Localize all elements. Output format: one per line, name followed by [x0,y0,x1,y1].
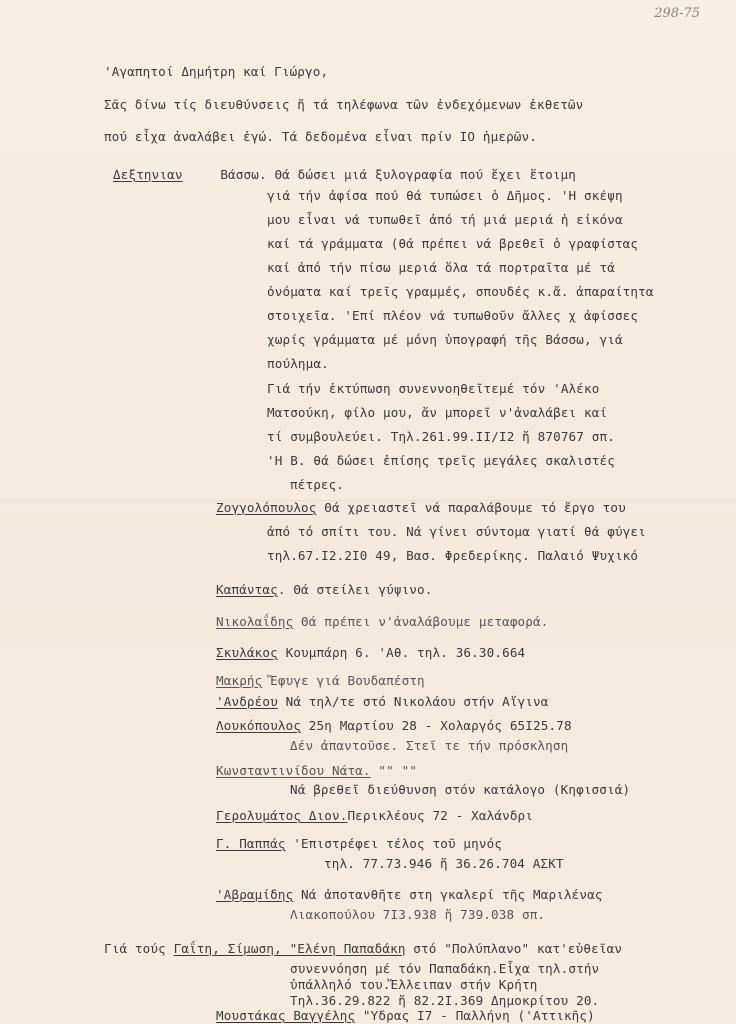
entry-text: "" "" [370,763,418,778]
entry-text: Θά χρειαστεῖ νά παραλάβουμε τό ἔργο του [316,500,626,515]
entry-name: 'Ανδρέου [216,694,278,709]
entry-text: Νά τηλ/τε στό Νικολάου στήν Αἴγινα [277,694,549,709]
entry-text: Περικλέους 72 - Χαλάνδρι [347,808,534,823]
entry-name: 'Αβραμίδης [216,887,294,902]
dexthnian-line: μου εἶναι νά τυπωθεῖ ἀπό τή μιά μεριά ἡ εἰκόνα [267,212,623,227]
dexthnian-line: χωρίς γράμματα μέ μόνη ὑπογραφή τῆς Βάσσω, γιά [267,332,623,347]
entry-kapantais [216,582,433,597]
konstantinidou-note: Νά βρεθεῖ διεύθυνση στόν κατάλογο (Κηφισσιά) [290,782,631,797]
pappas-note: τηλ. 77.73.946 ἤ 36.26.704 ΑΣΚΤ [324,856,564,871]
entry-moustakas [216,1008,595,1023]
entry-dexthnian [113,167,576,182]
entry-names: Γαΐτη, Σίμωση, "Ελένη Παπαδάκη [173,941,406,956]
entry-nikolaidis [216,614,549,629]
dexthnian-line: καί ἀπό τήν πίσω μεριά ὅλα τά πορτραῖτα μέ τά [267,260,615,275]
dexthnian-line: γιά τήν ἀφίσα πού θά τυπώσει ὁ Δῆμος. 'Η σκέψη [267,188,623,203]
entry-name: Γ. Παππάς [216,836,286,851]
entry-pappas [216,836,502,851]
dexthnian-line: Ματσούκη, φίλο μου, ἄν μπορεῖ ν'ἀναλάβει καί [267,405,608,420]
entry-name: Μουστάκας Βαγγέλης [216,1008,356,1023]
dexthnian-line: καί τά γράμματα (θά πρέπει νά βρεθεῖ ὁ γραφίστας [267,236,639,251]
dexthnian-line: 'Η Β. θά δώσει ἐπίσης τρεῖς μεγάλες σκαλιστές [267,453,615,468]
zoggolopoulos-line: ἀπό τό σπίτι του. Νά γίνει σύντομα γιατί θά φύγει [267,524,646,539]
entry-zoggolopoulos [216,500,626,515]
zoggolopoulos-line: τηλ.67.Ι2.2Ι0 49, Βασ. Φρεδερίκης. Παλαιό Ψυχικό [267,548,639,563]
entry-makris [216,673,425,688]
entry-text: Θά πρέπει ν'ἀναλάβουμε μεταφορά. [293,614,549,629]
entry-andreou [216,694,548,709]
entry-name: Νικολαΐδης [216,614,294,629]
entry-sklavos [216,645,525,660]
entry-lead: Γιά τούς [104,941,174,956]
entry-text: . Θά στείλει γύψινο. [277,582,433,597]
gaitis-line: ὑπάλληλό του.Ἔλλειπαν στήν Κρήτη [290,977,538,992]
intro-line-1: Σᾶς δίνω τίς διευθύνσεις ἤ τά τηλέφωνα τῶν ἐνδεχόμενων ἐκθετῶν [104,97,584,112]
dexthnian-line: πέτρες. [290,477,345,492]
entry-name: Δεξτηνιαν [113,167,183,182]
entry-name: Καπάντας [216,582,278,597]
entry-name: Σκυλάκος [216,645,278,660]
greeting: 'Αγαπητοί Δημήτρη καί Γιώργο, [104,64,329,79]
entry-loukopoulos [216,718,572,733]
entry-name: Μακρής [216,673,263,688]
dexthnian-line: ὀνόματα καί τρεῖς γραμμές, σπουδές κ.ἄ. ἀπαραίτητα [267,284,654,299]
dexthnian-line: τί συμβουλεύει. Τηλ.261.99.ΙΙ/Ι2 ἤ 870767 σπ. [267,429,615,444]
entry-text: Βάσσω. Θά δώσει μιά ξυλογραφία πού ἔχει ἕτοιμη [220,167,577,182]
entry-name: Γερολυμάτος Διον. [216,808,348,823]
avramidis-note: Λιακοπούλου 7Ι3.938 ἤ 739.038 σπ. [290,907,546,922]
entry-gaitis [104,941,622,956]
dexthnian-line: στοιχεῖα. 'Επί πλέον νά τυπωθοῦν ἄλλες χ ἀφίσσες [267,308,639,323]
entry-text: Νά ἀποτανθῆτε στη γκαλερί τῆς Μαριλένας [293,887,603,902]
intro-line-2: πού εἶχα ἀναλάβει ἐγώ. Τά δεδομένα εἶναι πρίν ΙΟ ἡμερῶν. [104,129,537,144]
entry-gerolymatos [216,808,533,823]
entry-avramidis [216,887,603,902]
entry-name: Λουκόπουλος [216,718,302,733]
dexthnian-line: Γιά τήν ἐκτύπωση συνεννοηθεῖτεμέ τόν 'Αλέκο [267,381,600,396]
entry-text: στό "Πολύπλανο" κατ'εὐθεῖαν [405,941,623,956]
entry-text: "Υδρας Ι7 - Παλλήνη ('Αττικῆς) [355,1008,595,1023]
dexthnian-line: πούλημα. [267,356,329,371]
entry-name: Κωνσταντινίδου Νάτα. [216,763,371,778]
entry-konstantinidou [216,763,417,778]
loukopoulos-note: Δέν ἀπαντοῦσε. Στεῖ τε τήν πρόσκληση [290,738,569,753]
gaitis-line: Τηλ.36.29.822 ἤ 82.2Ι.369 Δημοκρίτου 20. [290,993,600,1008]
entry-text: Ἔφυγε γιά Βουδαπέστη [262,673,425,688]
gaitis-line: συνεννόηση μέ τόν Παπαδάκη.Εἶχα τηλ.στήν [290,961,600,976]
entry-text: Κουμπάρη 6. 'Αθ. τηλ. 36.30.664 [277,645,526,660]
entry-text: 'Επιστρέφει τέλος τοῦ μηνός [285,836,503,851]
document-number: 298-75 [654,6,700,21]
entry-text: 25η Μαρτίου 28 - Χολαργός 65Ι25.78 [301,718,572,733]
entry-name: Ζογγολόπουλος [216,500,317,515]
